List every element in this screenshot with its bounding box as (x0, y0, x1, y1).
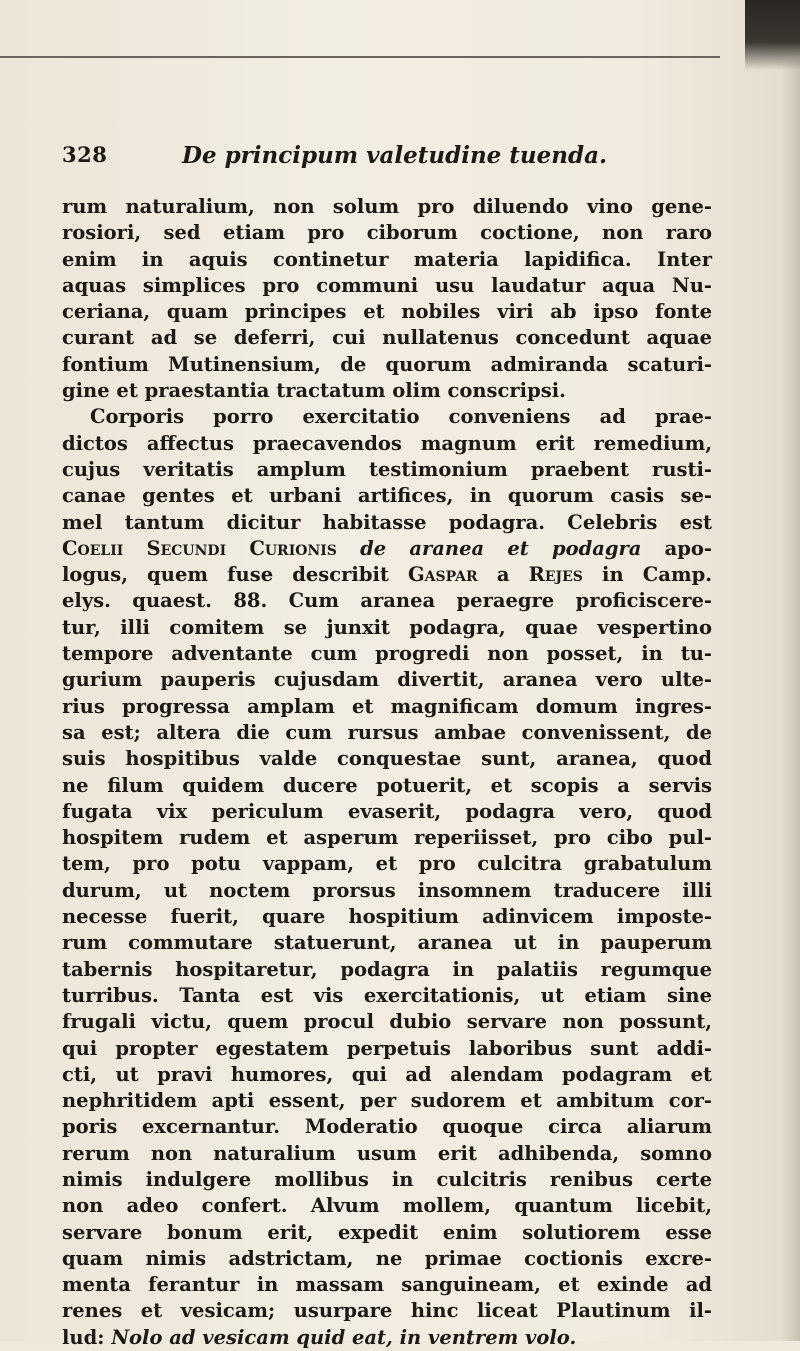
text-segment: servare bonum erit, expedit enim solutiorem esse (62, 1220, 712, 1244)
text-segment: frugali victu, quem procul dubio servare non possunt, (62, 1010, 712, 1034)
text-segment: Corporis porro exercitatio conveniens ad prae- (90, 405, 712, 429)
small-caps-name: Rejes (528, 563, 583, 587)
text-line (62, 299, 712, 325)
text-segment: non adeo confert. Alvum mollem, quantum licebit, (62, 1194, 712, 1218)
text-line (62, 378, 712, 404)
text-line (62, 667, 712, 693)
text-segment: necesse fuerit, quare hospitium adinvicem imposte- (62, 905, 712, 929)
text-line (62, 1272, 712, 1298)
text-segment: a (477, 563, 529, 587)
text-line (62, 352, 712, 378)
text-line (62, 1114, 712, 1140)
text-line (62, 220, 712, 246)
text-line (62, 930, 712, 956)
text-segment: tempore adventante cum progredi non posset, in tu- (62, 642, 712, 666)
text-segment: cujus veritatis amplum testimonium praebent rusti- (62, 457, 712, 481)
text-segment: gurium pauperis cujusdam divertit, aranea vero ulte- (62, 668, 712, 692)
text-line (62, 1141, 712, 1167)
text-segment: turribus. Tanta est vis exercitationis, ut etiam sine (62, 983, 712, 1007)
text-segment: quam nimis adstrictam, ne primae coctionis excre- (62, 1246, 712, 1270)
text-segment: in Camp. (582, 563, 713, 587)
small-caps-name: Coelii Secundi Curionis (62, 536, 337, 560)
text-segment: gine et praestantia tractatum olim conscripsi. (62, 379, 566, 403)
text-segment: menta ferantur in massam sanguineam, et exinde ad (62, 1273, 712, 1297)
text-line (62, 1325, 712, 1351)
text-line (62, 1036, 712, 1062)
text-segment: enim in aquis continetur materia lapidifica. Inter (62, 247, 712, 271)
text-line (62, 983, 712, 1009)
small-caps-name: Gaspar (408, 563, 478, 587)
text-line (62, 878, 712, 904)
text-line (62, 325, 712, 351)
text-line (62, 694, 712, 720)
text-line (62, 404, 712, 430)
text-segment: tur, illi comitem se junxit podagra, quae vespertino (62, 615, 712, 639)
text-line (62, 536, 712, 562)
text-segment: fugata vix periculum evaserit, podagra vero, quod (62, 799, 712, 823)
text-line (62, 1220, 712, 1246)
text-line (62, 904, 712, 930)
text-line (62, 1298, 712, 1324)
text-segment: ceriana, quam principes et nobiles viri ab ipso fonte (62, 300, 712, 324)
text-segment: tabernis hospitaretur, podagra in palatiis regumque (62, 957, 712, 981)
text-line (62, 825, 712, 851)
text-segment: lud: (62, 1325, 112, 1349)
text-line (62, 431, 712, 457)
text-line (62, 483, 712, 509)
text-segment: nephritidem apti essent, per sudorem et ambitum cor- (62, 1089, 712, 1113)
text-line (62, 1167, 712, 1193)
top-rule (0, 56, 720, 58)
text-segment: rum naturalium, non solum pro diluendo vino gene- (62, 195, 712, 218)
text-segment: renes et vesicam; usurpare hinc liceat Plautinum il- (62, 1299, 712, 1323)
text-line (62, 720, 712, 746)
text-segment: curant ad se deferri, cui nullatenus concedunt aquae (62, 326, 712, 350)
text-segment: tem, pro potu vappam, et pro culcitra grabatulum (62, 852, 712, 876)
text-line (62, 588, 712, 614)
running-title: De principum valetudine tuenda. (182, 142, 607, 169)
text-segment (337, 537, 360, 560)
text-line (62, 1246, 712, 1272)
text-line (62, 273, 712, 299)
text-segment: fontium Mutinensium, de quorum admiranda scaturi- (62, 352, 712, 376)
text-line (62, 615, 712, 641)
text-line (62, 851, 712, 877)
text-line (62, 247, 712, 273)
text-line (62, 1062, 712, 1088)
text-segment: aquas simplices pro communi usu laudatur aqua Nu- (62, 273, 712, 297)
text-segment: rerum non naturalium usum erit adhibenda, somno (62, 1141, 712, 1165)
italic-text: de aranea et podagra (360, 536, 642, 560)
text-segment: durum, ut noctem prorsus insomnem traducere illi (62, 878, 712, 902)
text-segment: sa est; altera die cum rursus ambae convenissent, de (62, 720, 712, 744)
text-segment: poris excernantur. Moderatio quoque circa aliarum (62, 1115, 712, 1139)
text-line (62, 1088, 712, 1114)
text-segment: hospitem rudem et asperum reperiisset, pro cibo pul- (62, 826, 712, 850)
text-segment: nimis indulgere mollibus in culcitris renibus certe (62, 1167, 712, 1191)
text-segment: suis hospitibus valde conquestae sunt, aranea, quod (62, 747, 712, 771)
text-segment: rius progressa amplam et magnificam domum ingres- (62, 694, 712, 718)
page-edge-shadow (782, 60, 800, 1341)
text-segment: ne filum quidem ducere potuerit, et scopis a servis (62, 773, 712, 797)
text-line (62, 510, 712, 536)
text-segment: rosiori, sed etiam pro ciborum coctione, non raro (62, 221, 712, 245)
text-line (62, 1009, 712, 1035)
italic-text: Nolo ad vesicam quid eat, in ventrem volo. (111, 1325, 577, 1349)
text-segment: canae gentes et urbani artifices, in quorum casis se- (62, 484, 712, 508)
text-line (62, 194, 712, 220)
page-header (62, 142, 702, 176)
text-segment: cti, ut pravi humores, qui ad alendam podagram et (62, 1062, 712, 1086)
text-line (62, 562, 712, 588)
text-line (62, 457, 712, 483)
text-segment: logus, quem fuse describit (62, 563, 409, 587)
text-segment: qui propter egestatem perpetuis laboribus sunt addi- (62, 1036, 712, 1060)
text-segment: rum commutare statuerunt, aranea ut in pauperum (62, 931, 712, 955)
text-segment: elys. quaest. 88. Cum aranea peraegre proficiscere- (62, 589, 712, 613)
text-segment: apo- (641, 536, 712, 560)
text-line (62, 1193, 712, 1219)
text-line (62, 746, 712, 772)
page-number: 328 (62, 142, 108, 167)
body-text (62, 194, 712, 1351)
text-line (62, 799, 712, 825)
text-line (62, 773, 712, 799)
text-line (62, 641, 712, 667)
text-segment: dictos affectus praecavendos magnum erit remedium, (62, 431, 712, 455)
text-segment: mel tantum dicitur habitasse podagra. Celebris est (62, 510, 712, 534)
text-line (62, 957, 712, 983)
